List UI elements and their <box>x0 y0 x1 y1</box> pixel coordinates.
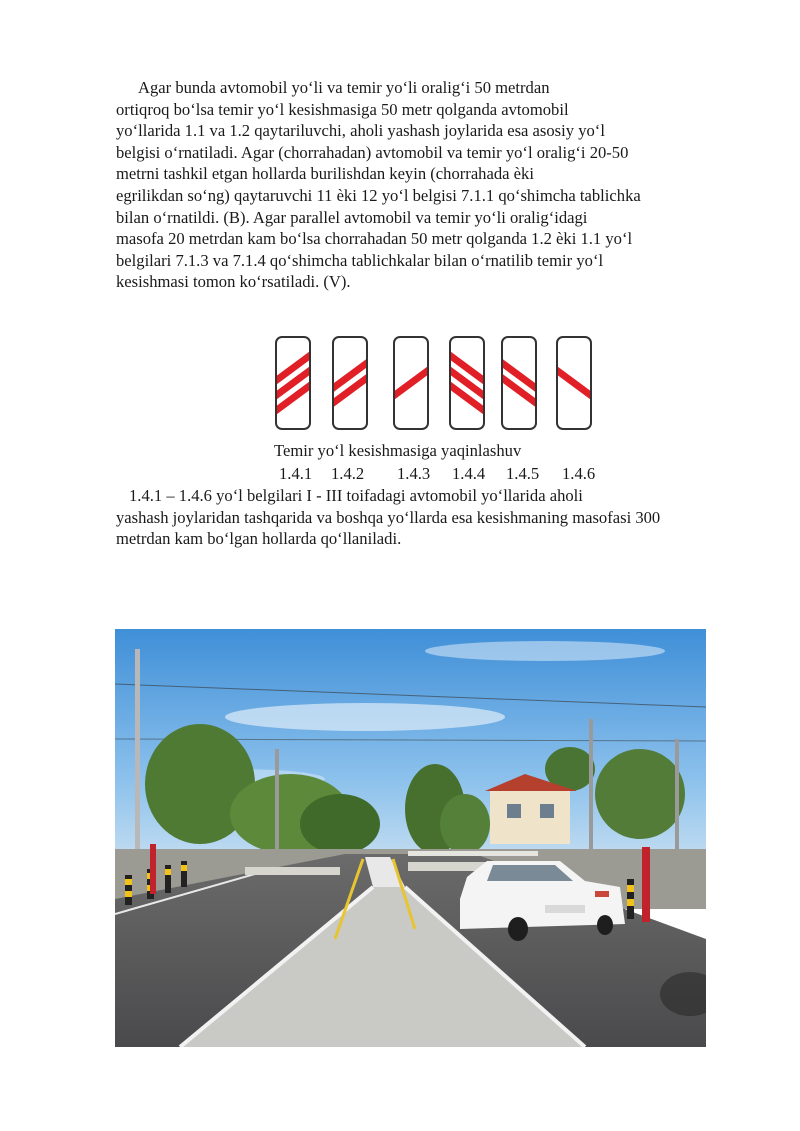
text-line: metrni tashkil etgan hollarda burilishdan keyin (chorrahada èki <box>116 164 534 184</box>
road-sign-1-4-5 <box>500 335 538 431</box>
text-line: bilan o‘rnatildi. (B). Agar parallel avtomobil va temir yo‘li oralig‘idagi <box>116 207 588 227</box>
sign-code-label: 1.4.2 <box>331 464 365 483</box>
sign-code-label: 1.4.3 <box>397 464 431 483</box>
text-line: 1.4.1 – 1.4.6 yo‘l belgilari I - III toifadagi avtomobil yo‘llarida aholi <box>129 486 583 505</box>
text-line: belgilari 7.1.3 va 7.1.4 qo‘shimcha tablichkalar bilan o‘rnatilib temir yo‘l <box>116 250 604 270</box>
figure-caption: Temir yo‘l kesishmasiga yaqinlashuv <box>274 441 522 460</box>
sign-code-label: 1.4.4 <box>452 464 486 483</box>
road-sign-1-4-2 <box>331 335 369 431</box>
text-line: metrdan kam bo‘lgan hollarda qo‘llaniladi. <box>116 529 402 549</box>
road-sign-1-4-1 <box>274 335 312 431</box>
road-sign-1-4-6 <box>555 335 593 431</box>
sign-code-label: 1.4.1 <box>279 464 313 483</box>
railway-crossing-photo <box>115 629 706 1047</box>
paragraph-intro <box>116 77 756 293</box>
sign-code-label: 1.4.6 <box>562 464 596 483</box>
sign-code-label: 1.4.5 <box>506 464 540 483</box>
road-sign-1-4-3 <box>392 335 430 431</box>
text-line: egrilikdan so‘ng) qaytaruvchi 11 èki 12 yo‘l belgisi 7.1.1 qo‘shimcha tablichka <box>116 185 641 205</box>
text-line: yo‘llarida 1.1 va 1.2 qaytariluvchi, aholi yashash joylarida esa asosiy yo‘l <box>116 121 605 141</box>
railway-approach-signs <box>270 335 600 435</box>
paragraph-usage <box>116 485 756 550</box>
road-sign-1-4-4 <box>448 335 486 431</box>
text-line: Agar bunda avtomobil yo‘li va temir yo‘li oralig‘i 50 metrdan <box>138 78 550 97</box>
text-line: kesishmasi tomon ko‘rsatiladi. (V). <box>116 272 351 292</box>
text-line: masofa 20 metrdan kam bo‘lsa chorrahadan 50 metr qolganda 1.2 èki 1.1 yo‘l <box>116 229 633 249</box>
text-line: yashash joylaridan tashqarida va boshqa yo‘llarda esa kesishmaning masofasi 300 <box>116 507 661 527</box>
text-line: belgisi o‘rnatiladi. Agar (chorrahadan) avtomobil va temir yo‘l oralig‘i 20-50 <box>116 142 629 162</box>
text-line: ortiqroq bo‘lsa temir yo‘l kesishmasiga 50 metr qolganda avtomobil <box>116 99 569 119</box>
